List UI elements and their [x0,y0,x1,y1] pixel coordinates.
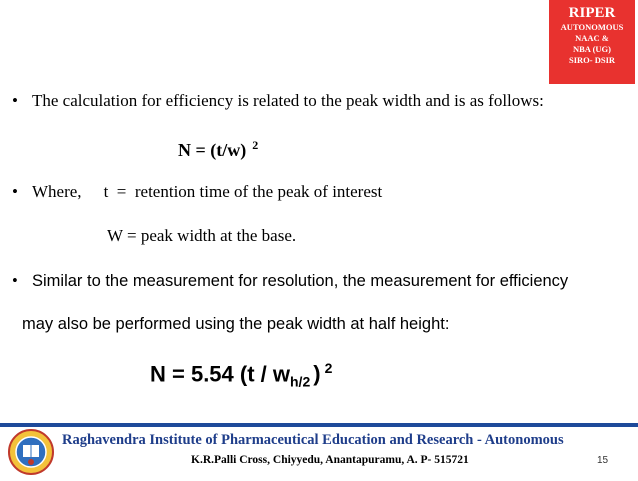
footer-divider [0,423,638,427]
definition-t: t = retention time of the peak of interest [103,182,383,201]
page-number: 15 [597,455,609,466]
institute-logo-icon [7,428,55,476]
formula-exponent: 2 [324,360,333,376]
badge-line: NBA (UG) [572,44,611,54]
formula-subscript: h/2 [290,373,311,390]
formula-main: N = (t/w) [178,140,247,160]
accreditation-badge [549,0,635,84]
where-label: Where, [32,182,82,201]
formula-close: ) [313,361,321,387]
badge-line: AUTONOMOUS [560,22,624,32]
bullet-similar [12,271,568,291]
bullet-similar-continued: may also be performed using the peak width at half height: [22,315,450,333]
formula-efficiency [178,138,258,161]
definition-w: W = peak width at the base. [107,226,297,245]
bullet-where [12,182,382,202]
badge-title: RIPER [568,5,616,21]
bullet-icon: • [12,182,18,201]
bullet-text: Similar to the measurement for resolution, the measurement for efficiency [32,272,569,290]
badge-line: SIRO- DSIR [568,55,616,65]
formula-main: N = 5.54 (t / w [150,361,290,387]
bullet-icon: • [12,91,18,110]
bullet-efficiency [12,91,544,111]
badge-line: NAAC & [575,33,609,43]
formula-half-height [150,360,332,390]
bullet-text: The calculation for efficiency is related to the peak width and is as follows: [32,91,544,110]
footer-address: K.R.Palli Cross, Chiyyedu, Anantapuramu, A. P- 515721 [191,454,469,466]
formula-exponent: 2 [252,138,259,152]
footer-institute-name: Raghavendra Institute of Pharmaceutical Education and Research - Autonomous [62,432,564,448]
bullet-icon: • [12,271,18,290]
